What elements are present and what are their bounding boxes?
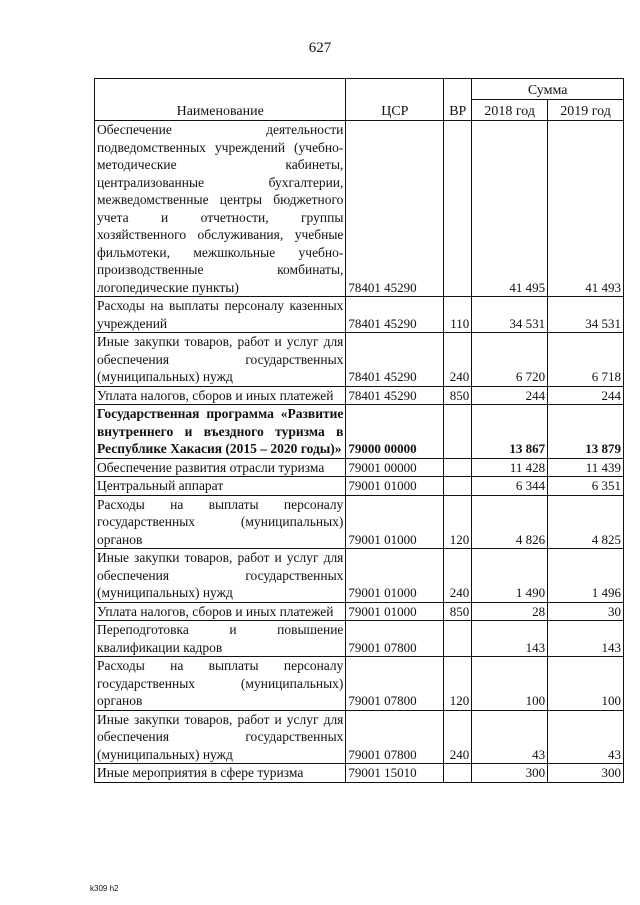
cell-sum-2018: 28: [472, 602, 548, 621]
cell-sum-2019: 244: [548, 386, 624, 405]
table-row: [95, 621, 624, 657]
budget-table: [94, 78, 624, 783]
table-row: [95, 602, 624, 621]
cell-csr: 78401 45290: [346, 333, 444, 387]
table-row: [95, 495, 624, 549]
cell-vr: [444, 458, 472, 477]
cell-name: Иные закупки товаров, работ и услуг для обеспечения государственных (муниципальных) нужд: [95, 549, 346, 603]
cell-vr: [444, 121, 472, 297]
table-row: [95, 710, 624, 764]
footer-code: k309 h2: [90, 884, 119, 893]
cell-sum-2019: 100: [548, 657, 624, 711]
table-row: [95, 405, 624, 459]
cell-vr: [444, 621, 472, 657]
cell-sum-2018: 6 344: [472, 477, 548, 496]
cell-sum-2018: 13 867: [472, 405, 548, 459]
cell-sum-2019: 300: [548, 764, 624, 783]
cell-csr: 79001 15010: [346, 764, 444, 783]
cell-sum-2019: 13 879: [548, 405, 624, 459]
table-row: [95, 477, 624, 496]
cell-vr: 850: [444, 602, 472, 621]
header-csr: ЦСР: [346, 79, 444, 121]
cell-vr: [444, 764, 472, 783]
cell-name: Центральный аппарат: [95, 477, 346, 496]
cell-sum-2019: 11 439: [548, 458, 624, 477]
cell-name: Обеспечение деятельности подведомственных учреждений (учебно-методические кабинеты, централизованные бухгалтерии, межведомственные центры бюджетного учета и отчетности, группы хозяйственного обслуживания, учебные фильмотеки, межшкольные учебно-производственные комбинаты, логопедические пункты): [95, 121, 346, 297]
header-vr: ВР: [444, 79, 472, 121]
cell-csr: 79001 07800: [346, 657, 444, 711]
table-row: [95, 657, 624, 711]
header-year-2019: 2019 год: [548, 100, 624, 121]
cell-vr: [444, 477, 472, 496]
cell-name: Иные закупки товаров, работ и услуг для обеспечения государственных (муниципальных) нужд: [95, 710, 346, 764]
cell-csr: 79001 01000: [346, 495, 444, 549]
cell-sum-2019: 34 531: [548, 297, 624, 333]
cell-csr: 79000 00000: [346, 405, 444, 459]
cell-sum-2019: 143: [548, 621, 624, 657]
header-year-2018: 2018 год: [472, 100, 548, 121]
table-row: [95, 297, 624, 333]
cell-csr: 78401 45290: [346, 297, 444, 333]
cell-name: Расходы на выплаты персоналу государственных (муниципальных) органов: [95, 495, 346, 549]
cell-name: Уплата налогов, сборов и иных платежей: [95, 602, 346, 621]
cell-sum-2018: 100: [472, 657, 548, 711]
cell-sum-2018: 34 531: [472, 297, 548, 333]
cell-sum-2018: 143: [472, 621, 548, 657]
cell-csr: 78401 45290: [346, 386, 444, 405]
cell-vr: [444, 405, 472, 459]
header-name: Наименование: [95, 79, 346, 121]
cell-sum-2018: 4 826: [472, 495, 548, 549]
cell-name: Обеспечение развития отрасли туризма: [95, 458, 346, 477]
cell-vr: 110: [444, 297, 472, 333]
cell-sum-2019: 6 351: [548, 477, 624, 496]
table-row: [95, 458, 624, 477]
cell-csr: 79001 01000: [346, 549, 444, 603]
cell-sum-2018: 6 720: [472, 333, 548, 387]
cell-sum-2019: 41 493: [548, 121, 624, 297]
cell-sum-2018: 1 490: [472, 549, 548, 603]
cell-csr: 79001 07800: [346, 710, 444, 764]
cell-vr: 240: [444, 710, 472, 764]
cell-sum-2019: 1 496: [548, 549, 624, 603]
cell-csr: 79001 07800: [346, 621, 444, 657]
cell-sum-2018: 300: [472, 764, 548, 783]
cell-sum-2018: 43: [472, 710, 548, 764]
cell-vr: 120: [444, 495, 472, 549]
cell-name: Переподготовка и повышение квалификации кадров: [95, 621, 346, 657]
cell-sum-2019: 4 825: [548, 495, 624, 549]
table-row: [95, 764, 624, 783]
table-row: [95, 333, 624, 387]
cell-name: Иные закупки товаров, работ и услуг для обеспечения государственных (муниципальных) нужд: [95, 333, 346, 387]
cell-sum-2019: 6 718: [548, 333, 624, 387]
cell-csr: 78401 45290: [346, 121, 444, 297]
table-header-row: [95, 79, 624, 100]
cell-sum-2019: 43: [548, 710, 624, 764]
cell-csr: 79001 01000: [346, 602, 444, 621]
cell-sum-2018: 11 428: [472, 458, 548, 477]
cell-csr: 79001 00000: [346, 458, 444, 477]
cell-name: Иные мероприятия в сфере туризма: [95, 764, 346, 783]
table-row: [95, 549, 624, 603]
cell-csr: 79001 01000: [346, 477, 444, 496]
cell-name: Расходы на выплаты персоналу государственных (муниципальных) органов: [95, 657, 346, 711]
cell-sum-2019: 30: [548, 602, 624, 621]
cell-name: Уплата налогов, сборов и иных платежей: [95, 386, 346, 405]
header-sum: Сумма: [472, 79, 624, 100]
cell-name: Государственная программа «Развитие внутреннего и въездного туризма в Республике Хакасия (2015 – 2020 годы)»: [95, 405, 346, 459]
cell-vr: 850: [444, 386, 472, 405]
cell-vr: 240: [444, 549, 472, 603]
cell-sum-2018: 41 495: [472, 121, 548, 297]
page-number: 627: [308, 40, 332, 56]
cell-vr: 120: [444, 657, 472, 711]
cell-vr: 240: [444, 333, 472, 387]
table-row: [95, 386, 624, 405]
table-row: [95, 121, 624, 297]
table-body: [95, 121, 624, 783]
cell-name: Расходы на выплаты персоналу казенных учреждений: [95, 297, 346, 333]
cell-sum-2018: 244: [472, 386, 548, 405]
